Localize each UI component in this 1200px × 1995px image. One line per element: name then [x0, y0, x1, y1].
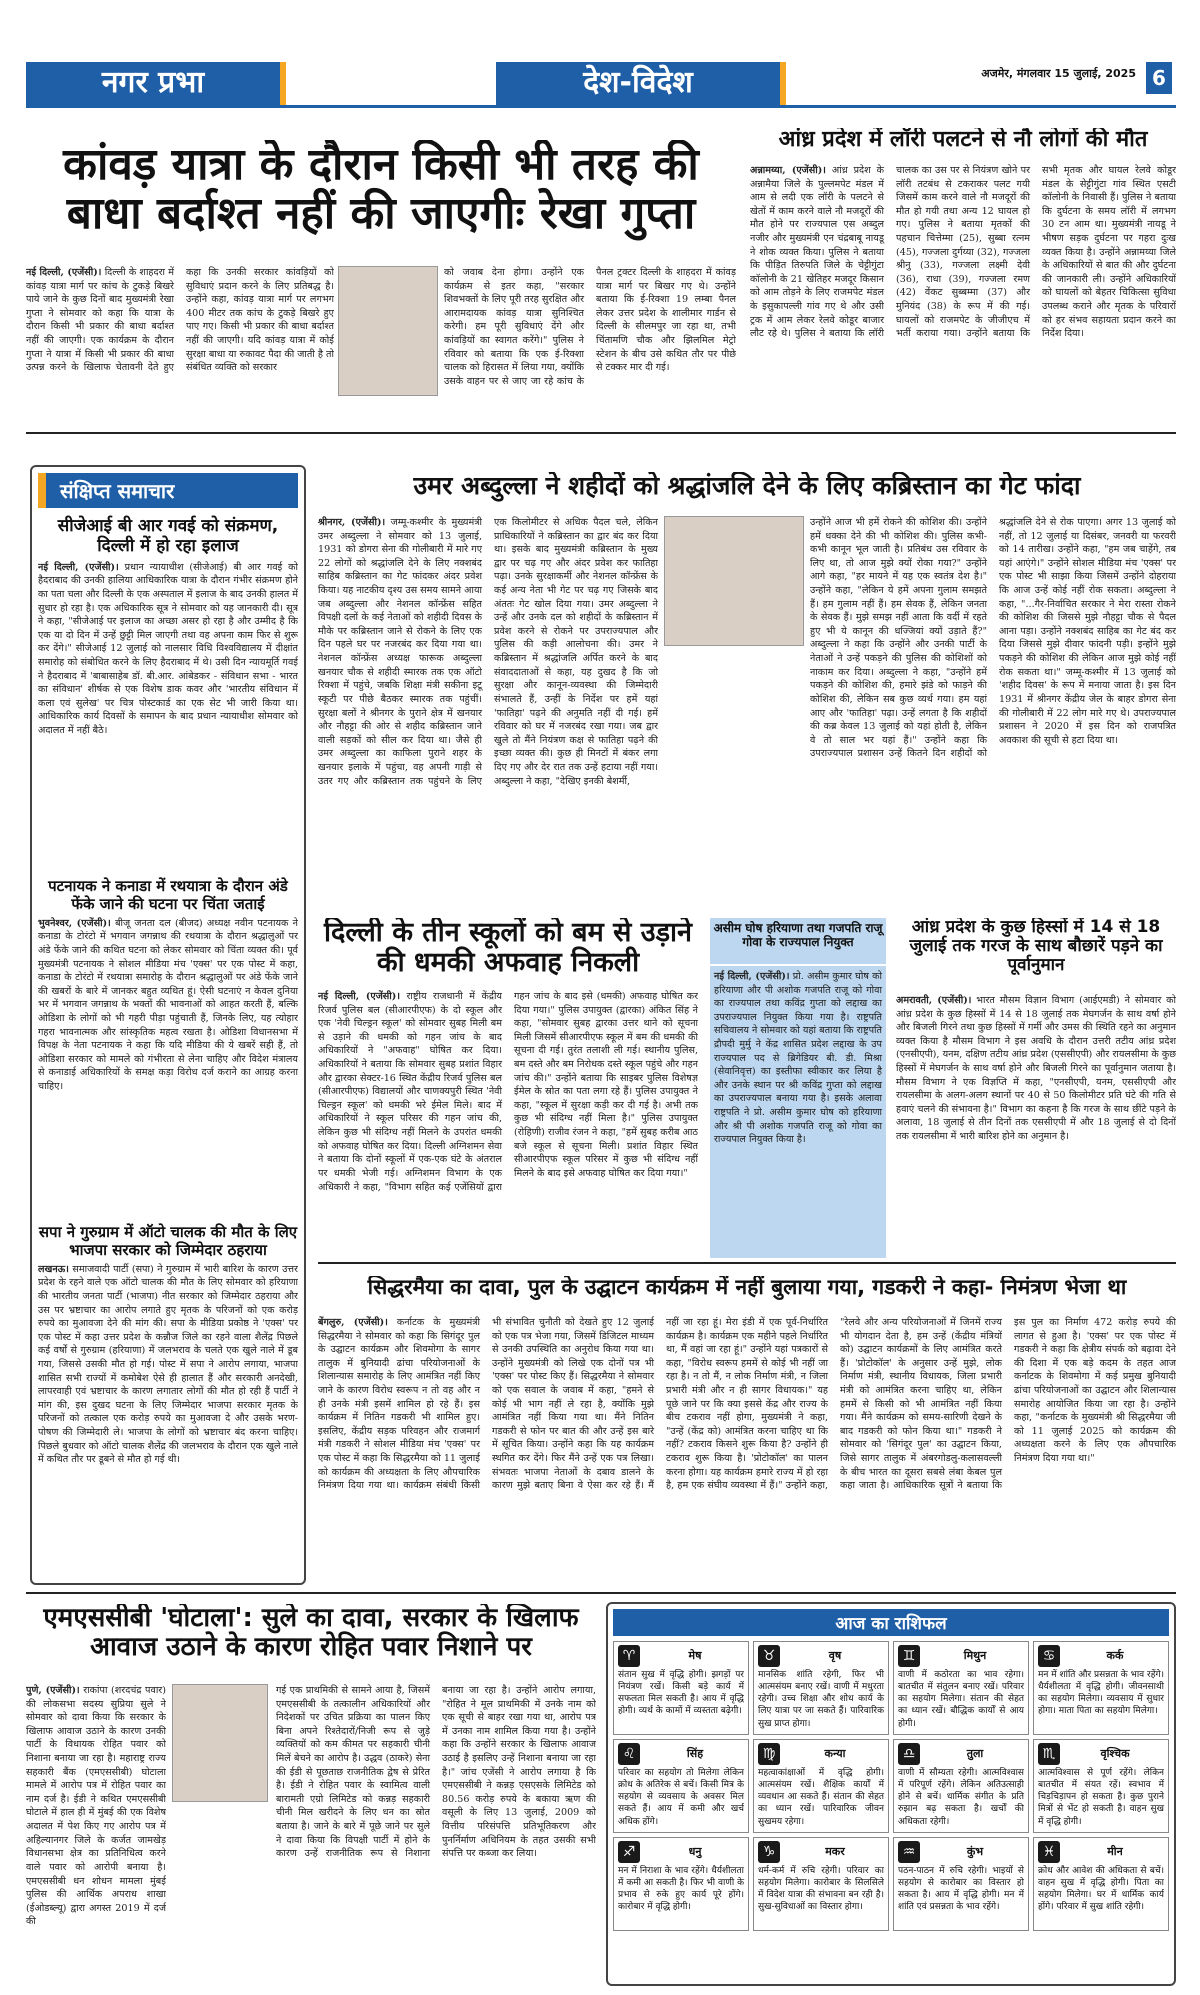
governor-headline: असीम घोष हरियाणा तथा गजपति राजू गोवा के राज्यपाल नियुक्त: [713, 921, 883, 950]
rashi-header: [758, 1743, 884, 1765]
rashi-text: मानसिक शांति रहेगी, फिर भी आत्मसंयम बनाए रखें। वाणी में मधुरता रहेगी। उच्च शिक्षा और शोध कार्य के लिए यात्रा पर जा सकते हैं। पारिवारिक सुख प्राप्त होगा।: [758, 1670, 884, 1729]
rashi-text: धर्म-कर्म में रुचि रहेगी। परिवार का सहयोग मिलेगा। कारोबार के सिलसिले में विदेश यात्रा की संभावना बन रही है। सुख-सुविधाओं का विस्तार होगा।: [758, 1866, 884, 1913]
rashi-header: [618, 1841, 744, 1863]
rashi-name: वृश्चिक: [1100, 1746, 1130, 1760]
brief-1-story: [38, 561, 298, 871]
zodiac-sign-icon: ♊: [898, 1645, 920, 1667]
lead-body-b: को जवाब देना होगा। उन्होंने एक कार्यक्रम से इतर कहा, "सरकार शिवभक्तों के लिए पूरी तरह सुरक्षित और आरामदायक कांवड़ यात्रा सुनिश्चित करेगी। हम पूरी सुविधाएं देंगे और कांवड़ियों का स्वागत करेंगे।" पुलिस ने रविवार को बताया कि एक ई-रिक्शा चालक को हिरासत में लिया गया, क्योंकि उसके वाहन पर से जाए जा रहे कांच के पैनल ट्रक्टर दिल्ली के शाहदरा में कांवड़ यात्रा मार्ग पर बिखर गए थे। उन्होंने बताया कि ई-रिक्शा 19 लम्बा पैनल लेकर उत्तर प्रदेश के शालीमार गार्डन से दिल्ली के सीलमपुर जा रहा था, तभी चिंतामणि चौक और झिलमिल मेट्रो स्टेशन के बीच उसे कथित तौर पर पीछे से टक्कर मार दी गई।: [444, 267, 736, 387]
governor-body: प्रो. असीम कुमार घोष को हरियाणा और पी अशोक गजपति राजू को गोवा का राज्यपाल तथा कविंद्र गुप्ता को लद्दाख का उपराज्यपाल नियुक्त किया गया है। राष्ट्रपति सचिवालय ने सोमवार को यहां बताया कि राष्ट्रपति द्रौपदी मुर्मु ने केंद्र शासित प्रदेश लद्दाख के उप राज्यपाल पद से ब्रिगेडियर बी. डी. मिश्रा (सेवानिवृत्त) का इस्तीफा स्वीकार कर लिया है और उनके स्थान पर श्री कविंद्र गुप्ता को लद्दाख का उपराज्यपाल बनाया गया है। इसके अलावा राष्ट्रपति ने प्रो. असीम कुमार घोष को हरियाणा और श्री पी अशोक गजपति राजू को गोवा का राज्यपाल नियुक्त किया है।: [714, 971, 882, 1146]
delhi-bomb-byline: नई दिल्ली, (एजेंसी)।: [318, 991, 400, 1002]
rashi-name: सिंह: [686, 1746, 704, 1760]
rashi-header: [1038, 1645, 1164, 1667]
brief-3-story: [38, 1263, 298, 1563]
zodiac-sign-icon: ♐: [618, 1841, 640, 1863]
rashi-cell: [1033, 1837, 1169, 1931]
omar-story-text-a: [318, 516, 658, 886]
rashi-text: महत्वाकांक्षाओं में वृद्धि होगी। आत्मसंयम रखें। शैक्षिक कार्यों में व्यवधान आ सकते हैं। संतान की सेहत का ध्यान रखें। पारिवारिक जीवन सुखमय रहेगा।: [758, 1768, 884, 1827]
msc-story-text-a: [26, 1684, 166, 1984]
brief-3-body: समाजवादी पार्टी (सपा) ने गुरुग्राम में भारी बारिश के कारण उत्तर प्रदेश के रहने वाले एक ऑटो चालक की मौत के लिए सोमवार को हरियाणा की भारतीय जनता पार्टी (भाजपा) नीत सरकार को जिम्मेदार ठहराया और उस पर भ्रष्टाचार का आरोप लगाते हुए मृतक के परिजनों को एक करोड़ रुपये का मुआवजा देने की मांग की। सपा के मीडिया प्रकोष्ठ ने 'एक्स' पर एक पोस्ट में कहा उत्तर प्रदेश के कन्नौज जिले का रहने वाला शैलेंद्र पिछले कई वर्षों से गुरुग्राम (हरियाणा) में जलभराव के चलते एक खुले नाले में डूब गया, जिससे उसकी मौत हो गई। पोस्ट में सपा ने आरोप लगाया, भाजपा शासित सभी राज्यों में कमोबेश ऐसे ही हालात हैं और सरकारी अनदेखी, लापरवाही एवं भ्रष्टाचार के कारण लगातार लोगों की मौत हो रही हैं पार्टी ने मांग की, इस दुखद घटना के लिए जिम्मेदार भाजपा सरकार मृतक के परिजनों को तत्काल एक करोड़ रुपये का मुआवजा दे और उसके भरण-पोषण की जिम्मेदारी ले। भाजपा के लोगों को भ्रष्टाचार बंद करना चाहिए। पिछले बुधवार को ऑटो चालक शैलेंद्र की जलभराव के दौरान एक खुले नाले में कथित तौर पर डूबने से मौत हो गई थी।: [38, 1263, 298, 1466]
rashi-text: परिवार का सहयोग तो मिलेगा लेकिन क्रोध के अतिरेक से बचें। किसी मित्र के सहयोग से व्यवसाय के अवसर मिल सकते हैं। आय में कमी और खर्च अधिक होंगे।: [618, 1768, 744, 1827]
msc-body-b: गई एक प्राथमिकी से सामने आया है, जिसमें एमएससीबी के तत्कालीन अधिकारियों और निदेशकों पर उचित प्रक्रिया का पालन किए बिना अपने रिश्तेदारों/निजी रूप से जुड़े व्यक्तियों को कम कीमत पर सहकारी चीनी मिलें बेचने का आरोप है। उद्धव (ठाकरे) सेना की ईडी से पूछताछ राजनीतिक द्वेष से प्रेरित है। ईडी ने रोहित पवार के स्वामित्व वाली बारामती एग्रो लिमिटेड को कन्नड़ सहकारी चीनी मिल खरीदने के लिए धन का स्रोत बताया है। जाने के बारे में पूछे जाने पर सुले ने दावा किया कि विपक्षी पार्टी में होने के कारण उन्हें राजनीतिक रूप से निशाना बनाया जा रहा है। उन्होंने आरोप लगाया, "रोहित ने मूल प्राथमिकी में उनके नाम को एक सूची से बाहर रखा गया था, आरोप पत्र में उनका नाम शामिल किया गया है। उन्होंने कहा कि उन्होंने सरकार के खिलाफ आवाज उठाई है इसलिए उन्हें निशाना बनाया जा रहा है।" जांच एजेंसी ने आरोप लगाया है कि एमएससीबी ने कन्नड़ एसएसके लिमिटेड को 80.56 करोड़ रुपये के बकाया ऋण की वसूली के लिए 13 जुलाई, 2009 को वित्तीय परिसंपत्ति प्रतिभूतिकरण और पुनर्निर्माण अधिनियम के तहत उसकी सभी संपत्ति पर कब्जा कर लिया।: [276, 1685, 596, 1860]
rashi-name: कुंभ: [966, 1844, 984, 1858]
rashi-name: तुला: [966, 1746, 984, 1760]
page-number: 6: [1146, 62, 1172, 94]
omar-headline: उमर अब्दुल्ला ने शहीदों को श्रद्धांजलि देने के लिए कब्रिस्तान का गेट फांदा: [413, 472, 1081, 500]
andhra-truck-body: आंध्र प्रदेश के अन्नामैया जिले के पुल्लमपेट मंडल में आम से लदी एक लॉरी के पलटने से खेतों में काम करने वाले नौ मजदूरों की मौत होने पर राज्यपाल एस अब्दुल नजीर और मुख्यमंत्री एन चंद्रबाबू नायडू ने शोक व्यक्त किया। पुलिस ने बताया कि पीड़ित तिरुपति जिले के चेट्टीगुंटा कॉलोनी के 21 खेतिहर मजदूर किसान को आम तोड़ने के लिए राजमपेट मंडल के इसुकापल्ली गांव गए थे और उसी ट्रक में आम लेकर रेलवे कोडूर बाजार लौट रहे थे। पुलिस ने बताया कि लॉरी चालक का उस पर से नियंत्रण खोने पर लॉरी तटबंध से टकराकर पलट गयी जिसमें काम करने वाले नौ मजदूरों की मौत हो गयी तथा अन्य 12 घायल हो गए। पुलिस ने बताया मृतकों की पहचान चित्तेम्मा (25), सुब्बा रत्नम (45), गज्जला दुर्गय्या (32), गज्जला श्रीनु (33), गज्जला लक्ष्मी देवी (36), राधा (39), गज्जला रमण (42) वेंकट सुब्बम्मा (37) और मुनियंद (38) के रूप में की गई। घायलों को राजमपेट के जीजीएच में भर्ती कराया गया। उन्होंने बताया कि सभी मृतक और घायल रेलवे कोडूर मंडल के सेट्टीगुंटा गांव स्थित एसटी कॉलोनी के निवासी हैं। पुलिस ने बताया कि दुर्घटना के समय लॉरी में लगभग 30 टन आम था। मुख्यमंत्री नायडू ने भीषण सड़क दुर्घटना पर गहरा दुःख व्यक्त किया है। उन्होंने अन्नामय्या जिले के अधिकारियों से बात की और दुर्घटना की जानकारी ली। उन्होंने अधिकारियों को घायलों को बेहतर चिकित्सा सुविधा उपलब्ध कराने और मृतक के परिवारों को हर संभव सहायता प्रदान करने का निर्देश दिया।: [750, 165, 1176, 340]
rashi-cell: [893, 1739, 1029, 1833]
rashi-name: मेष: [688, 1648, 702, 1662]
lead-story-text-b: [444, 266, 736, 426]
rashi-cell: [613, 1837, 749, 1931]
rashi-cell: [753, 1641, 889, 1735]
lead-headline: कांवड़ यात्रा के दौरान किसी भी तरह की बाधा बर्दाश्त नहीं की जाएगीः रेखा गुप्ता: [63, 140, 699, 240]
date-line: अजमेर, मंगलवार 15 जुलाई, 2025: [981, 67, 1136, 80]
rashi-header: [758, 1645, 884, 1667]
rashi-cell: [613, 1641, 749, 1735]
msc-story-text-b: [276, 1684, 596, 1984]
rashi-name: मकर: [825, 1844, 845, 1858]
brief-1-body: प्रधान न्यायाधीश (सीजेआई) बी आर गवई को हैदराबाद की उनकी हालिया आधिकारिक यात्रा के दौरान गंभीर संक्रमण होने का पता चला और दिल्ली के एक अस्पताल में इलाज के बाद उनकी हालत में सुधार हो रहा है। एक अधिकारिक सूत्र ने सोमवार को यह जानकारी दी। सूत्र ने कहा, "सीजेआई पर इलाज का अच्छा असर हो रहा है और उम्मीद है कि एक या दो दिन में उन्हें छुट्टी मिल जाएगी तथा वह अपना काम फिर से शुरू कर देंगे।" सीजेआई 12 जुलाई को नालसार विधि विश्वविद्यालय में दीक्षांत समारोह को संबोधित करने के लिए हैदराबाद में थे। उसी दिन न्यायमूर्ति गवई ने हैदराबाद में 'बाबासाहेब डॉ. बी.आर. आंबेडकर - संविधान सभा - भारत का संविधान' शीर्षक से एक विशेष डाक कवर और 'भारतीय संविधान में कला एवं सुलेख' पर चित्र पोस्टकार्ड का एक सेट भी जारी किया था।आधिकारिक कार्य दिवसों के समापन के बाद प्रधान न्यायाधीश सोमवार को अदालत में नहीं बैठे।: [38, 561, 298, 737]
rashifal-box: [606, 1602, 1176, 1986]
siddaramaiah-byline: बेंगलुरु, (एजेंसी)।: [318, 1317, 388, 1328]
zodiac-sign-icon: ♉: [758, 1645, 780, 1667]
zodiac-sign-icon: ♏: [1038, 1743, 1060, 1765]
rashi-header: [1038, 1841, 1164, 1863]
siddaramaiah-story: [318, 1316, 1176, 1584]
rashi-name: मिथुन: [963, 1648, 987, 1662]
rashi-cell: [753, 1739, 889, 1833]
rashi-cell: [1033, 1739, 1169, 1833]
rashi-header: [618, 1743, 744, 1765]
andhra-rain-story: [896, 994, 1176, 1258]
omar-byline: श्रीनगर, (एजेंसी)।: [318, 517, 386, 528]
delhi-bomb-headline: दिल्ली के तीन स्कूलों को बम से उड़ाने की धमकी अफवाह निकली: [323, 918, 692, 979]
rashi-text: आत्मविश्वास से पूर्ण रहेंगे। लेकिन बातचीत में संयत रहें। स्वभाव में चिड़चिड़ापन हो सकता है। कुछ पुराने मित्रों से भेंट हो सकती है। वाहन सुख में वृद्धि होगी।: [1038, 1768, 1164, 1827]
rashi-cell: [753, 1837, 889, 1931]
zodiac-sign-icon: ♑: [758, 1841, 780, 1863]
governor-story: [710, 966, 886, 1258]
zodiac-sign-icon: ♓: [1038, 1841, 1060, 1863]
rashi-header: [758, 1841, 884, 1863]
governor-byline: नई दिल्ली, (एजेंसी)।: [714, 971, 790, 982]
zodiac-sign-icon: ♋: [1038, 1645, 1060, 1667]
rashi-header: [898, 1743, 1024, 1765]
msc-byline: पुणे, (एजेंसी)।: [26, 1685, 80, 1696]
zodiac-sign-icon: ♈: [618, 1645, 640, 1667]
brief-1-byline: नई दिल्ली, (एजेंसी)।: [38, 561, 119, 573]
section-tab-desh-videsh: देश-विदेश: [496, 62, 786, 106]
rashi-name: धनु: [688, 1844, 702, 1858]
rashi-text: पठन-पाठन में रुचि रहेगी। भाइयों से सहयोग से कारोबार का विस्तार हो सकता है। आय में वृद्धि होगी। मन में शांति एवं प्रसन्नता के भाव रहेंगे।: [898, 1866, 1024, 1913]
rashifal-title: आज का राशिफल: [613, 1609, 1169, 1636]
brief-1-headline: सीजेआई बी आर गवई को संक्रमण, दिल्ली में हो रहा इलाज: [57, 516, 279, 557]
zodiac-sign-icon: ♒: [898, 1841, 920, 1863]
lead-byline: नई दिल्ली, (एजेंसी)।: [26, 267, 102, 278]
zodiac-sign-icon: ♎: [898, 1743, 920, 1765]
brief-2-headline: पटनायक ने कनाडा में रथयात्रा के दौरान अंडे फेंके जाने की घटना पर चिंता जताई: [48, 876, 288, 913]
section-tab-nagar-prabha: नगर प्रभा: [26, 62, 286, 106]
brief-2-story: [38, 917, 298, 1217]
rashi-name: मीन: [1107, 1844, 1123, 1858]
rashi-cell: [893, 1641, 1029, 1735]
rashi-name: कन्या: [824, 1746, 846, 1760]
brief-2-byline: भुवनेश्वर, (एजेंसी)।: [38, 917, 111, 929]
andhra-rain-headline: आंध्र प्रदेश के कुछ हिस्सों में 14 से 18 जुलाई तक गरज के साथ बौछारें पड़ने का पूर्वानुमान: [909, 918, 1163, 976]
delhi-bomb-body: राष्ट्रीय राजधानी में केंद्रीय रिजर्व पुलिस बल (सीआरपीएफ) के दो स्कूल और एक 'नेवी चिल्ड्रन स्कूल' को सोमवार सुबह मिली बम से उड़ाने की धमकी को गहन जांच के बाद अधिकारियों ने "अफवाह" घोषित कर दिया। अधिकारियों ने बताया कि सोमवार सुबह प्रशांत विहार और द्वारका सेक्टर-16 स्थित केंद्रीय रिजर्व पुलिस बल (सीआरपीएफ) विद्यालयों और चाणक्यपुरी स्थित 'नेवी चिल्ड्रन स्कूल' को धमकी भरे ईमेल मिले। बाद में अधिकारियों ने स्कूल परिसर की गहन जांच की, लेकिन कुछ भी संदिग्ध नहीं मिलने के उपरांत धमकी को अफवाह घोषित कर दिया। दिल्ली अग्निशमन सेवा ने बताया कि दोनों स्कूलों में एक-एक घंटे के अंतराल पर धमकी भेजी गई। अग्निशमन विभाग के एक अधिकारी ने कहा, "विभाग सहित कई एजेंसियों द्वारा गहन जांच के बाद इसे (धमकी) अफवाह घोषित कर दिया गया।" पुलिस उपायुक्त (द्वारका) अंकित सिंह ने कहा, "सोमवार सुबह द्वारका उत्तर थाने को सूचना मिली जिसमें सीआरपीएफ स्कूल में बम की धमकी की सूचना दी गई। तुरंत तलाशी ली गई। स्थानीय पुलिस, बम दस्ते और बम निरोधक दस्ते स्कूल पहुंचे और गहन जांच की।" उन्होंने बताया कि साइबर पुलिस विशेषज्ञ ईमेल के स्रोत का पता लगा रहे हैं। पुलिस उपायुक्त ने कहा, "स्कूल में सुरक्षा कड़ी कर दी गई है। अभी तक कुछ भी संदिग्ध नहीं मिला है।" पुलिस उपायुक्त (रोहिणी) राजीव रंजन ने कहा, "हमें सुबह करीब आठ बजे स्कूल से सूचना मिली। प्रशांत विहार स्थित सीआरपीएफ स्कूल परिसर में कुछ भी संदिग्ध नहीं मिलने के बाद इसे अफवाह घोषित कर दिया गया।": [318, 991, 698, 1193]
brief-3-headline: सपा ने गुरुग्राम में ऑटो चालक की मौत के लिए भाजपा सरकार को जिम्मेदार ठहराया: [38, 1222, 298, 1259]
rashi-name: वृष: [828, 1648, 842, 1662]
rashi-text: वाणी में कठोरता का भाव रहेगा। बातचीत में संतुलन बनाए रखें। परिवार का सहयोग मिलेगा। संतान की सेहत का ध्यान रखें। बौद्धिक कार्यों से आय होगी।: [898, 1670, 1024, 1729]
lead-body-a: दिल्ली के शाहदरा में कांवड़ यात्रा मार्ग पर कांच के टुकड़े बिखरे पाये जाने के कुछ दिनों बाद मुख्यमंत्री रेखा गुप्ता ने सोमवार को कहा कि यात्रा के दौरान किसी भी प्रकार की बाधा बर्दाश्त नहीं की जाएगी। एक कार्यक्रम के दौरान गुप्ता ने यात्रा में किसी भी प्रकार की बाधा उत्पन्न करने के खिलाफ चेतावनी देते हुए कहा कि उनकी सरकार कांवड़ियों को सुविधाएं प्रदान करने के लिए प्रतिबद्ध है। उन्होंने कहा, कांवड़ यात्रा मार्ग पर लगभग 400 मीटर तक कांच के टुकड़े बिखरे हुए पाए गए। किसी भी प्रकार की बाधा बर्दाश्त नहीं की जाएगी। यदि कांवड़ यात्रा में कोई सुरक्षा बाधा या रुकावट पैदा की जाती है तो संबंधित व्यक्ति को सरकार: [26, 267, 334, 374]
divider-bottom: [26, 1592, 1176, 1594]
msc-headline: एमएससीबी 'घोटाला': सुले का दावा, सरकार के खिलाफ आवाज उठाने के कारण रोहित पवार निशाने पर: [43, 1604, 579, 1663]
rashifal-grid: [613, 1641, 1169, 1931]
brief-3-byline: लखनऊ।: [38, 1263, 69, 1275]
omar-body-b: उन्होंने आज भी हमें रोकने की कोशिश की। उन्होंने हमें धक्का देने की भी कोशिश की। पुलिस कभी-कभी कानून भूल जाती है। प्रतिबंध उस रविवार के लिए था, तो आज मुझे क्यों रोका गया?" उन्होंने आगे कहा, "हर मायने में यह एक स्वतंत्र देश है।" उन्होंने कहा, "लेकिन ये हमें अपना गुलाम समझते हैं। हम गुलाम नहीं हैं। हम सेवक हैं, लेकिन जनता के सेवक हैं। मुझे समझ नहीं आता कि वर्दी में रहते हुए भी ये कानून की धज्जियां क्यों उड़ाते हैं?" अब्दुल्ला ने कहा कि उन्होंने और उनकी पार्टी के नेताओं ने उन्हें पकड़ने की पुलिस की कोशिशों को नाकाम कर दिया। अब्दुल्ला ने कहा, "उन्होंने हमें पकड़ने की कोशिश की, हमारे झंडे को फाड़ने की कोशिश की, लेकिन सब कुछ व्यर्थ गया। हम यहां आए और 'फातिहा' पढ़ा। उन्हें लगता है कि शहीदों की कब्र केवल 13 जुलाई को यहां होती है, लेकिन वे तो साल भर यहां हैं।" उन्होंने कहा कि उपराज्यपाल प्रशासन उन्हें कितने दिन शहीदों को श्रद्धांजलि देने से रोक पाएगा। अगर 13 जुलाई को नहीं, तो 12 जुलाई या दिसंबर, जनवरी या फरवरी को 14 तारीख। उन्होंने कहा, "हम जब चाहेंगे, तब यहां आएंगे।" उन्होंने सोशल मीडिया मंच 'एक्स' पर एक पोस्ट भी साझा किया जिसमें उन्होंने दोहराया कि आज उन्हें कोई नहीं रोक सकता। अब्दुल्ला ने कहा, "...गैर-निर्वाचित सरकार ने मेरा रास्ता रोकने की कोशिश की जिससे मुझे नौहट्टा चौक से पैदल आना पड़ा। उन्होंने नक्शबंद साहिब का गेट बंद कर दिया जिससे मुझे दीवार फांदनी पड़ी। इन्होंने मुझे पकड़ने की कोशिश की लेकिन आज मुझे कोई नहीं रोक सकता था।" जम्मू-कश्मीर में 13 जुलाई को 'शहीद दिवस' के रूप में मनाया जाता है। इस दिन 1931 में श्रीनगर केंद्रीय जेल के बाहर डोगरा सेना की गोलीबारी में 22 लोग मारे गए थे। उपराज्यपाल प्रशासन ने 2020 में इस दिन को राजपत्रित अवकाश की सूची से हटा दिया था।: [810, 517, 1176, 760]
omar-story-text-b: [810, 516, 1176, 886]
msc-body-a: राकांपा (शरदचंद्र पवार) की लोकसभा सदस्य सुप्रिया सुले ने सोमवार को दावा किया कि सरकार के खिलाफ आवाज उठाने के कारण उनकी पार्टी के विधायक रोहित पवार को निशाना बनाया जा रहा है। महाराष्ट्र राज्य सहकारी बैंक (एमएससीबी) घोटाला मामले में आरोप पत्र में रोहित पवार का नाम दर्ज है। ईडी ने कथित एमएससीबी घोटाले में हाल ही में मुंबई की एक विशेष अदालत में पेश किए गए आरोप पत्र में अहिल्यानगर जिले के कर्जत जामखेड़ विधानसभा क्षेत्र का प्रतिनिधित्व करने वाले पवार को आरोपी बनाया है। एमएससीबी धन शोधन मामला मुंबई पुलिस की आर्थिक अपराध शाखा (ईओडब्ल्यू) द्वारा अगस्त 2019 में दर्ज की: [26, 1685, 166, 1928]
rashi-cell: [893, 1837, 1029, 1931]
rashi-cell: [1033, 1641, 1169, 1735]
divider-middle: [318, 1262, 1176, 1264]
rashi-text: वाणी में सौम्यता रहेगी। आत्मविश्वास में परिपूर्ण रहेंगे। लेकिन अतिउत्साही होने से बचें। धार्मिक संगीत के प्रति रुझान बढ़ सकता है। खर्चों की अधिकता रहेगी।: [898, 1768, 1024, 1827]
zodiac-sign-icon: ♍: [758, 1743, 780, 1765]
omar-body-a: जम्मू-कश्मीर के मुख्यमंत्री उमर अब्दुल्ला ने सोमवार को 13 जुलाई, 1931 को डोगरा सेना की गोलीबारी में मारे गए 22 लोगों को श्रद्धांजलि देने के लिए नक्शबंद साहिब कब्रिस्तान का गेट फांदकर अंदर प्रवेश किया। यह नाटकीय दृश्य उस समय सामने आया जब अब्दुल्ला और नेशनल कॉन्फ्रेंस सहित विपक्षी दलों के कई नेताओं को शहीदी दिवस के मौके पर कब्रिस्तान जाने से रोकने के लिए एक दिन पहले घर पर नजरबंद कर दिया गया था। नेशनल कॉन्फ्रेंस अध्यक्ष फारूक अब्दुल्ला खनयार चौक से शहीदी स्मारक तक एक ऑटो रिक्शा में पहुंचे, जबकि शिक्षा मंत्री सकीना इटू स्कूटी पर पीछे बैठकर स्मारक तक पहुंचीं। सुरक्षा बलों ने श्रीनगर के पुराने क्षेत्र में खनयार और नौहट्टा की ओर से शहीद कब्रिस्तान जाने वाली सड़कों को सील कर दिया था। जैसे ही उमर अब्दुल्ला का काफिला पुराने शहर के खनयार इलाके में पहुंचा, वह अपनी गाड़ी से उतर गए और कब्रिस्तान तक पहुंचने के लिए एक किलोमीटर से अधिक पैदल चले, लेकिन प्राधिकारियों ने कब्रिस्तान का द्वार बंद कर दिया था। इसके बाद मुख्यमंत्री कब्रिस्तान के मुख्य द्वार पर चढ़ गए और अंदर प्रवेश कर फातिहा पढ़ा। उनके सुरक्षाकर्मी और नेशनल कॉन्फ्रेंस के कई अन्य नेता भी गेट पर चढ़ गए जिसके बाद अंततः गेट खोल दिया गया। उमर अब्दुल्ला ने उन्हें और उनके दल को शहीदों के कब्रिस्तान में प्रवेश करने से रोकने पर उपराज्यपाल और पुलिस की कड़ी आलोचना की। उमर ने कब्रिस्तान में श्रद्धांजलि अर्पित करने के बाद संवाददाताओं से कहा, यह दुखद है कि जो सुरक्षा और कानून-व्यवस्था की जिम्मेदारी संभालते हैं, उन्हीं के निर्देश पर हमें यहां 'फातिहा' पढ़ने की अनुमति नहीं दी गई। हमें रविवार को घर में नजरबंद रखा गया। जब द्वार खुले तो मैंने नियंत्रण कक्ष से फातिहा पढ़ने की इच्छा व्यक्त की। कुछ ही मिनटों में बंकर लगा दिए गए और देर रात तक उन्हें हटाया नहीं गया। अब्दुल्ला ने कहा, "देखिए इनकी बेशर्मी,: [318, 517, 658, 787]
rashi-name: कर्क: [1106, 1648, 1124, 1662]
andhra-rain-body: भारत मौसम विज्ञान विभाग (आईएमडी) ने सोमवार को आंध्र प्रदेश के कुछ हिस्सों में 14 से 18 जुलाई तक मेघगर्जन के साथ वर्षा होने और बिजली गिरने तथा कुछ हिस्सों में गर्मी और उमस की स्थिति रहने का अनुमान व्यक्त किया है मौसम विभाग ने इस अवधि के दौरान उत्तरी तटीय आंध्र प्रदेश (एनसीएपी), यनम, दक्षिण तटीय आंध्र प्रदेश (एससीएपी) और रायलसीमा के कुछ हिस्सों में मेघगर्जन के साथ वर्षा होने और बिजली गिरने का पूर्वानुमान जताया है। मौसम विभाग ने एक विज्ञप्ति में कहा, "एनसीएपी, यनम, एससीएपी और रायलसीमा के अलग-अलग स्थानों पर 40 से 50 किलोमीटर प्रति घंटे की गति से हवाएं चलने की संभावना है।" विभाग का कहना है कि गरज के साथ छींटे पड़ने के अलावा, 18 जुलाई से तीन दिनों तक एससीएपी में और 18 जुलाई से दो दिनों तक रायलसीमा में भारी बारिश होने का अनुमान है।: [896, 995, 1176, 1143]
divider-top: [26, 432, 1176, 434]
briefs-box: [30, 465, 306, 1585]
rashi-header: [898, 1645, 1024, 1667]
rashi-header: [1038, 1743, 1164, 1765]
rashi-text: मन में निराशा के भाव रहेंगे। धैर्यशीलता में कमी आ सकती है। फिर भी वाणी के प्रभाव से रुके हुए कार्य पूरे होंगे। कारोबार में वृद्धि होगी।: [618, 1866, 744, 1913]
andhra-rain-byline: अमरावती, (एजेंसी)।: [896, 995, 972, 1006]
governor-headline-box: [710, 918, 886, 964]
rashi-text: संतान सुख में वृद्धि होगी। झगड़ों पर नियंत्रण रखें। किसी बड़े कार्य में सफलता मिल सकती है। आय में वृद्धि होगी। व्यर्थ के कामों में व्यस्तता बढ़ेगी।: [618, 1670, 744, 1717]
brief-2-body: बीजू जनता दल (बीजद) अध्यक्ष नवीन पटनायक ने कनाडा के टोरंटो में भगवान जगन्नाथ की रथयात्रा के दौरान श्रद्धालुओं पर अंडे फेंके जाने की कथित घटना को लेकर सोमवार को चिंता व्यक्त की। पूर्व मुख्यमंत्री पटनायक ने सोशल मीडिया मंच 'एक्स' पर एक पोस्ट में कहा, कनाडा के टोरंटो में रथयात्रा समारोह के दौरान श्रद्धालुओं पर अंडे फेंके जाने की खबरों के बारे में जानकर बहुत व्यथित हूं। ऐसी घटनाएं न केवल दुनिया भर में भगवान जगन्नाथ के भक्तों की भावनाओं को आहत करती हैं, बल्कि ओडिशा के लोगों को भी गहरी पीड़ा पहुंचाती हैं, जिनके लिए, यह त्योहार गहरा भावनात्मक और सांस्कृतिक महत्व रखता है। ओडिशा विधानसभा में विपक्ष के नेता पटनायक ने कहा कि यदि मीडिया की ये खबरें सही हैं, तो ओडिशा सरकार को मामले को गंभीरता से लेना चाहिए और विदेश मंत्रालय से कनाडाई अधिकारियों के समक्ष कड़ा विरोध दर्ज कराने का आग्रह करना चाहिए।: [38, 917, 298, 1093]
rekha-gupta-photo: [338, 266, 438, 396]
briefs-title: संक्षिप्त समाचार: [38, 473, 298, 508]
omar-abdullah-photo: [664, 516, 804, 646]
rashi-text: मन में शांति और प्रसन्नता के भाव रहेंगे। धैर्यशीलता में वृद्धि होगी। जीवनसाथी का सहयोग मिलेगा। व्यवसाय में सुधार होगा। माता पिता का सहयोग मिलेगा।: [1038, 1670, 1164, 1717]
delhi-bomb-story: [318, 990, 698, 1250]
andhra-truck-story: [750, 164, 1176, 426]
siddaramaiah-body: कर्नाटक के मुख्यमंत्री सिद्धरमैया ने सोमवार को कहा कि सिगंदूर पुल के उद्घाटन कार्यक्रम और शिवमोगा के सागर तालुक में बुनियादी ढांचा परियोजनाओं के शिलान्यास समारोह के लिए आमंत्रित नहीं किए जाने के कारण विरोध स्वरूप न तो वह और न ही उनके मंत्री इसमें शामिल हो रहे हैं। इस कार्यक्रम में नितिन गडकरी भी शामिल हुए। इसलिए, केंद्रीय सड़क परिवहन और राजमार्ग मंत्री गडकरी ने सोशल मीडिया मंच 'एक्स' पर एक पोस्ट में कहा कि सिद्धरमैया को 11 जुलाई को कार्यक्रम की अध्यक्षता के लिए औपचारिक निमंत्रण दिया गया था। कार्यक्रम संबंधी किसी भी संभावित चुनौती को देखते हुए 12 जुलाई को एक पत्र भेजा गया, जिसमें डिजिटल माध्यम से उनकी उपस्थिति का अनुरोध किया गया था। उन्होंने मुख्यमंत्री को लिखे एक दोनों पत्र भी 'एक्स' पर पोस्ट किए हैं। सिद्धरमैया ने सोमवार को एक सवाल के जवाब में कहा, "हमने से कोई भी भाग नहीं ले रहा है, क्योंकि मुझे आमंत्रित नहीं किया गया था। मैंने नितिन गडकरी से फोन पर बात की और उन्हें इस बारे में सूचित किया। उन्होंने कहा कि यह कार्यक्रम स्थगित कर देंगे। फिर मैंने उन्हें एक पत्र लिखा। संभवतः भाजपा नेताओं के दबाव डालने के कारण मुझे बताए बिना वे ऐसा कर रहे हैं। मैं नहीं जा रहा हूं। मेरा इंडी में एक पूर्व-निर्धारित कार्यक्रम है। कार्यक्रम एक महीने पहले निर्धारित था, मैं वहां जा रहा हूं।" उन्होंने यहां पत्रकारों से कहा, "विरोध स्वरूप हममें से कोई भी नहीं जा रहा है। न तो मैं, न लोक निर्माण मंत्री, न जिला प्रभारी मंत्री और न ही सागर विधायक।" यह पूछे जाने पर कि क्या इससे केंद्र और राज्य के बीच टकराव नहीं होगा, मुख्यमंत्री ने कहा, "उन्हें (केंद्र को) आमंत्रित करना चाहिए था कि नहीं? टकराव किसने शुरू किया है? उन्होंने ही टकराव शुरू किया है। 'प्रोटोकॉल' का पालन करना होगा। यह कार्यक्रम हमारे राज्य में हो रहा है, हम एक संघीय व्यवस्था में हैं।" उन्होंने कहा, "रेलवे और अन्य परियोजनाओं में जिनमें राज्य भी योगदान देता है, हम उन्हें (केंद्रीय मंत्रियों को) उद्घाटन कार्यक्रमों के लिए आमंत्रित करते हैं। 'प्रोटोकॉल' के अनुसार उन्हें मुझे, लोक निर्माण मंत्री, स्थानीय विधायक, जिला प्रभारी मंत्री को आमंत्रित करना चाहिए था, लेकिन हममें से किसी को भी आमंत्रित नहीं किया गया। मैंने कार्यक्रम को समय-सारिणी देखने के बाद गडकरी को फोन किया था।" गडकरी ने सोमवार को 'सिगंदूर पुल' का उद्घाटन किया, जिसे सागर तालुक में अंबरगोडलु-कलासवल्ली के बीच भारत का दूसरा सबसे लंबा केबल पुल कहा जाता है। आधिकारिक सूत्रों ने बताया कि इस पुल का निर्माण 472 करोड़ रुपये की लागत से हुआ है। 'एक्स' पर एक पोस्ट में गडकरी ने कहा कि क्षेत्रीय संपर्क को बढ़ावा देने की दिशा में एक बड़े कदम के तहत आज कर्नाटक के शिवमोगा में कई प्रमुख बुनियादी ढांचा परियोजनाओं का उद्घाटन और शिलान्यास समारोह आयोजित किया जा रहा है। उन्होंने कहा, "कर्नाटक के मुख्यमंत्री श्री सिद्धरमैया जी को 11 जुलाई 2025 को कार्यक्रम की अध्यक्षता करने के लिए एक औपचारिक निमंत्रण दिया गया था।": [318, 1317, 1176, 1492]
masthead: [26, 60, 1176, 108]
rashi-text: क्रोध और आवेश की अधिकता से बचें। वाहन सुख में वृद्धि होगी। पिता का सहयोग मिलेगा। घर में धार्मिक कार्य होंगे। परिवार में सुख शांति रहेगी।: [1038, 1866, 1164, 1913]
lead-story-text-a: [26, 266, 334, 426]
supriya-sule-photo: [172, 1684, 268, 1802]
andhra-truck-byline: अन्नामय्या, (एजेंसी)।: [750, 165, 826, 176]
siddaramaiah-headline: सिद्धरमैया का दावा, पुल के उद्घाटन कार्यक्रम में नहीं बुलाया गया, गडकरी ने कहा- निमंत्रण भेजा था: [367, 1276, 1127, 1299]
zodiac-sign-icon: ♌: [618, 1743, 640, 1765]
andhra-truck-headline: आंध्र प्रदेश में लॉरी पलटने से नौ लोगों की मौत: [778, 128, 1148, 152]
rashi-cell: [613, 1739, 749, 1833]
rashi-header: [898, 1841, 1024, 1863]
rashi-header: [618, 1645, 744, 1667]
